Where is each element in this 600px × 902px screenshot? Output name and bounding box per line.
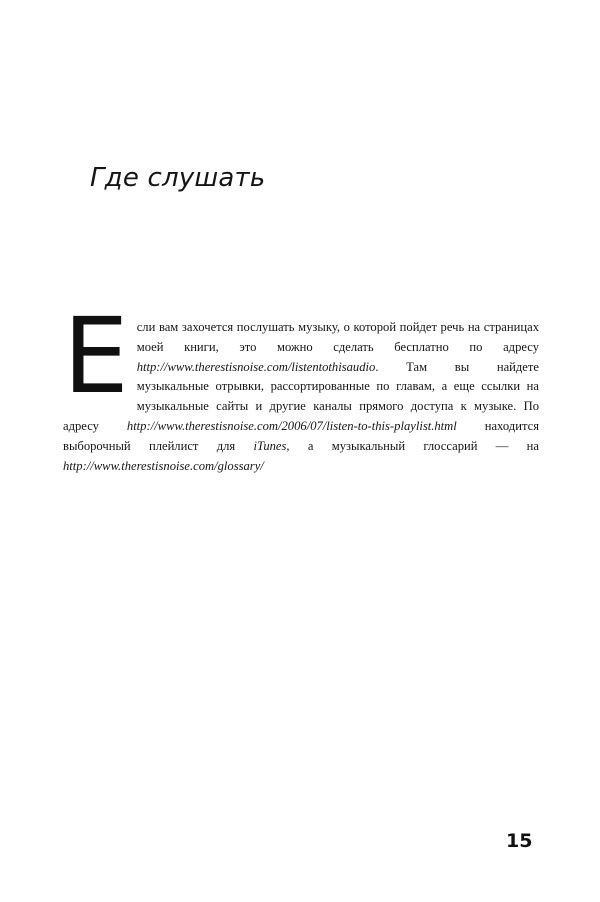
page-number: 15	[506, 830, 533, 852]
paragraph-text-3: находится выборочный плейлист для	[63, 418, 539, 453]
drop-cap: Е	[63, 295, 129, 417]
glossary-url: http://www.therestisnoise.com/glossary/	[63, 458, 264, 473]
itunes-name: iTunes	[253, 438, 287, 453]
paragraph-text-1: сли вам захочется послушать музыку, о которой пойдет речь на страницах моей книги, это можно сделать бесплатно по адресу	[136, 320, 539, 354]
chapter-title: Где слушать	[90, 163, 266, 193]
paragraph-text-4: , а музыкальный глоссарий — на	[286, 438, 539, 453]
playlist-url: http://www.therestisnoise.com/2006/07/listen-to-this-playlist.html	[126, 418, 457, 433]
listen-audio-url: http://www.therestisnoise.com/listentothisaudio	[136, 359, 376, 374]
paragraph-text-2: . Там вы найдете музыкальные отрывки, рассортированные по главам, а еще ссылки на музыкальные сайты и другие каналы прямого доступа к музыке. По адресу	[63, 359, 539, 433]
body-paragraph	[63, 295, 539, 476]
